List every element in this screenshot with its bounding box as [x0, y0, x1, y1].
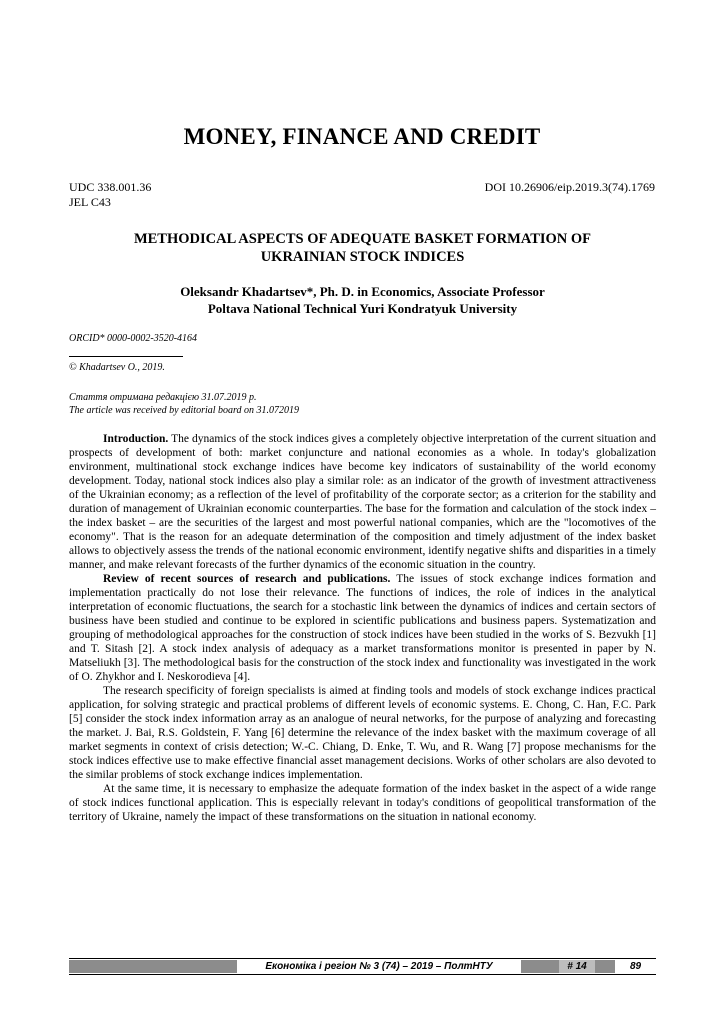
paragraph-foreign-research: The research specificity of foreign specialists is aimed at finding tools and models of stock exchange indices practical application, for solving strategic and practical problems of different levels of economic systems. E. Chong, C. Han, F.C. Park [5] consider the stock index information array as an analogue of neural networks, for the purpose of analyzing and forecasting the market. J. Bai, R.S. Goldstein, F. Yang [6] determine the relevance of the index basket with the maximum coverage of all market segments in context of crisis detection; W.-C. Chiang, D. Enke, T. Wu, and R. Wang [7] propose mechanisms for the stock indices effective use to make effective financial asset management decisions. Works of other scholars are also devoted to the similar problems of stock exchange indices implementation. [69, 685, 656, 781]
journal-section-title: MONEY, FINANCE AND CREDIT [183, 124, 541, 149]
copyright: © Khadartsev O., 2019. [69, 362, 165, 373]
footer-journal: Економіка і регіон № 3 (74) – 2019 – ПолтНТУ [237, 960, 521, 973]
author-block [69, 283, 656, 317]
orcid: ORCID* 0000-0002-3520-4164 [69, 333, 198, 344]
article-body [69, 432, 656, 824]
jel-code: JEL C43 [69, 195, 111, 209]
footer-bar [595, 960, 615, 973]
received-en: The article was received by editorial board on 31.072019 [69, 405, 300, 416]
article-title-line: METHODICAL ASPECTS OF ADEQUATE BASKET FORMATION OF [133, 231, 592, 247]
classification-codes [69, 180, 151, 210]
footer-bar [69, 960, 237, 973]
article-title-line: UKRAINIAN STOCK INDICES [260, 249, 465, 265]
author-name: Oleksandr Khadartsev*, Ph. D. in Economics, Associate Professor [180, 284, 545, 299]
section-lead: Review of recent sources of research and publications. [103, 573, 391, 585]
udc-code: UDC 338.001.36 [69, 180, 152, 194]
paragraph-introduction [69, 432, 656, 572]
author-affiliation: Poltava National Technical Yuri Kondratyuk University [207, 301, 518, 316]
section-lead: Introduction. [103, 433, 169, 445]
footer-bar [521, 960, 559, 973]
paragraph-text: The issues of stock exchange indices formation and implementation practically do not lose their relevance. The functions of indices, the role of indices in the analytical interpretation of economic fluctuations, the search for a stochastic link between the dynamics of indices and certain sectors of business have been studied and continue to be explored in scientific publications and business papers. Systematization and grouping of methodological approaches for the construction of stock indices have been studied in the works of S. Bezvukh [1] and T. Sitash [2]. A stock index analysis of adequacy as a market transformations monitor is presented in paper by N. Matseliukh [3]. The methodological basis for the construction of the stock index and functionality was investigated in the work of O. Zhykhor and I. Neskorodieva [4]. [69, 573, 656, 683]
paragraph-text: The dynamics of the stock indices gives a completely objective interpretation of the current situation and prospects of development of both: market conjuncture and national economies as a whole. In today's globalization environment, multinational stock exchange indices have become key indicators of sustainability of the world economy development. Today, national stock indices also play a similar role: as an indicator of the growth of investment attractiveness of the Ukrainian economy; as a reflection of the level of profitability of the corporate sector; as a criterion for the stability and duration of management of Ukrainian economic counterparties. The base for the formation and calculation of the stock index – the index basket – are the securities of the largest and most powerful national companies, which are the "locomotives of the economy". That is the reason for an adequate determination of the composition and timely adjustment of the index basket allows to objectively assess the trends of the national economic environment, identify negative shifts and disparities in a timely manner, and make relevant forecasts of the further dynamics of the economic situation in the country. [69, 433, 656, 571]
received-ua: Стаття отримана редакцією 31.07.2019 р. [69, 392, 257, 403]
paragraph-review [69, 572, 656, 684]
paragraph-conclusion: At the same time, it is necessary to emphasize the adequate formation of the index basket in the aspect of a wide range of stock indices functional application. This is especially relevant in today's conditions of geopolitical transformation of the territory of Ukraine, namely the impact of these transformations on the situation in national economy. [69, 783, 656, 823]
divider [69, 356, 183, 357]
received-note [69, 391, 299, 417]
footer-issue: # 14 [559, 960, 595, 973]
page-footer [69, 958, 656, 975]
doi: DOI 10.26906/eip.2019.3(74).1769 [484, 180, 655, 194]
page-number: 89 [615, 960, 656, 973]
article-title [69, 230, 656, 266]
